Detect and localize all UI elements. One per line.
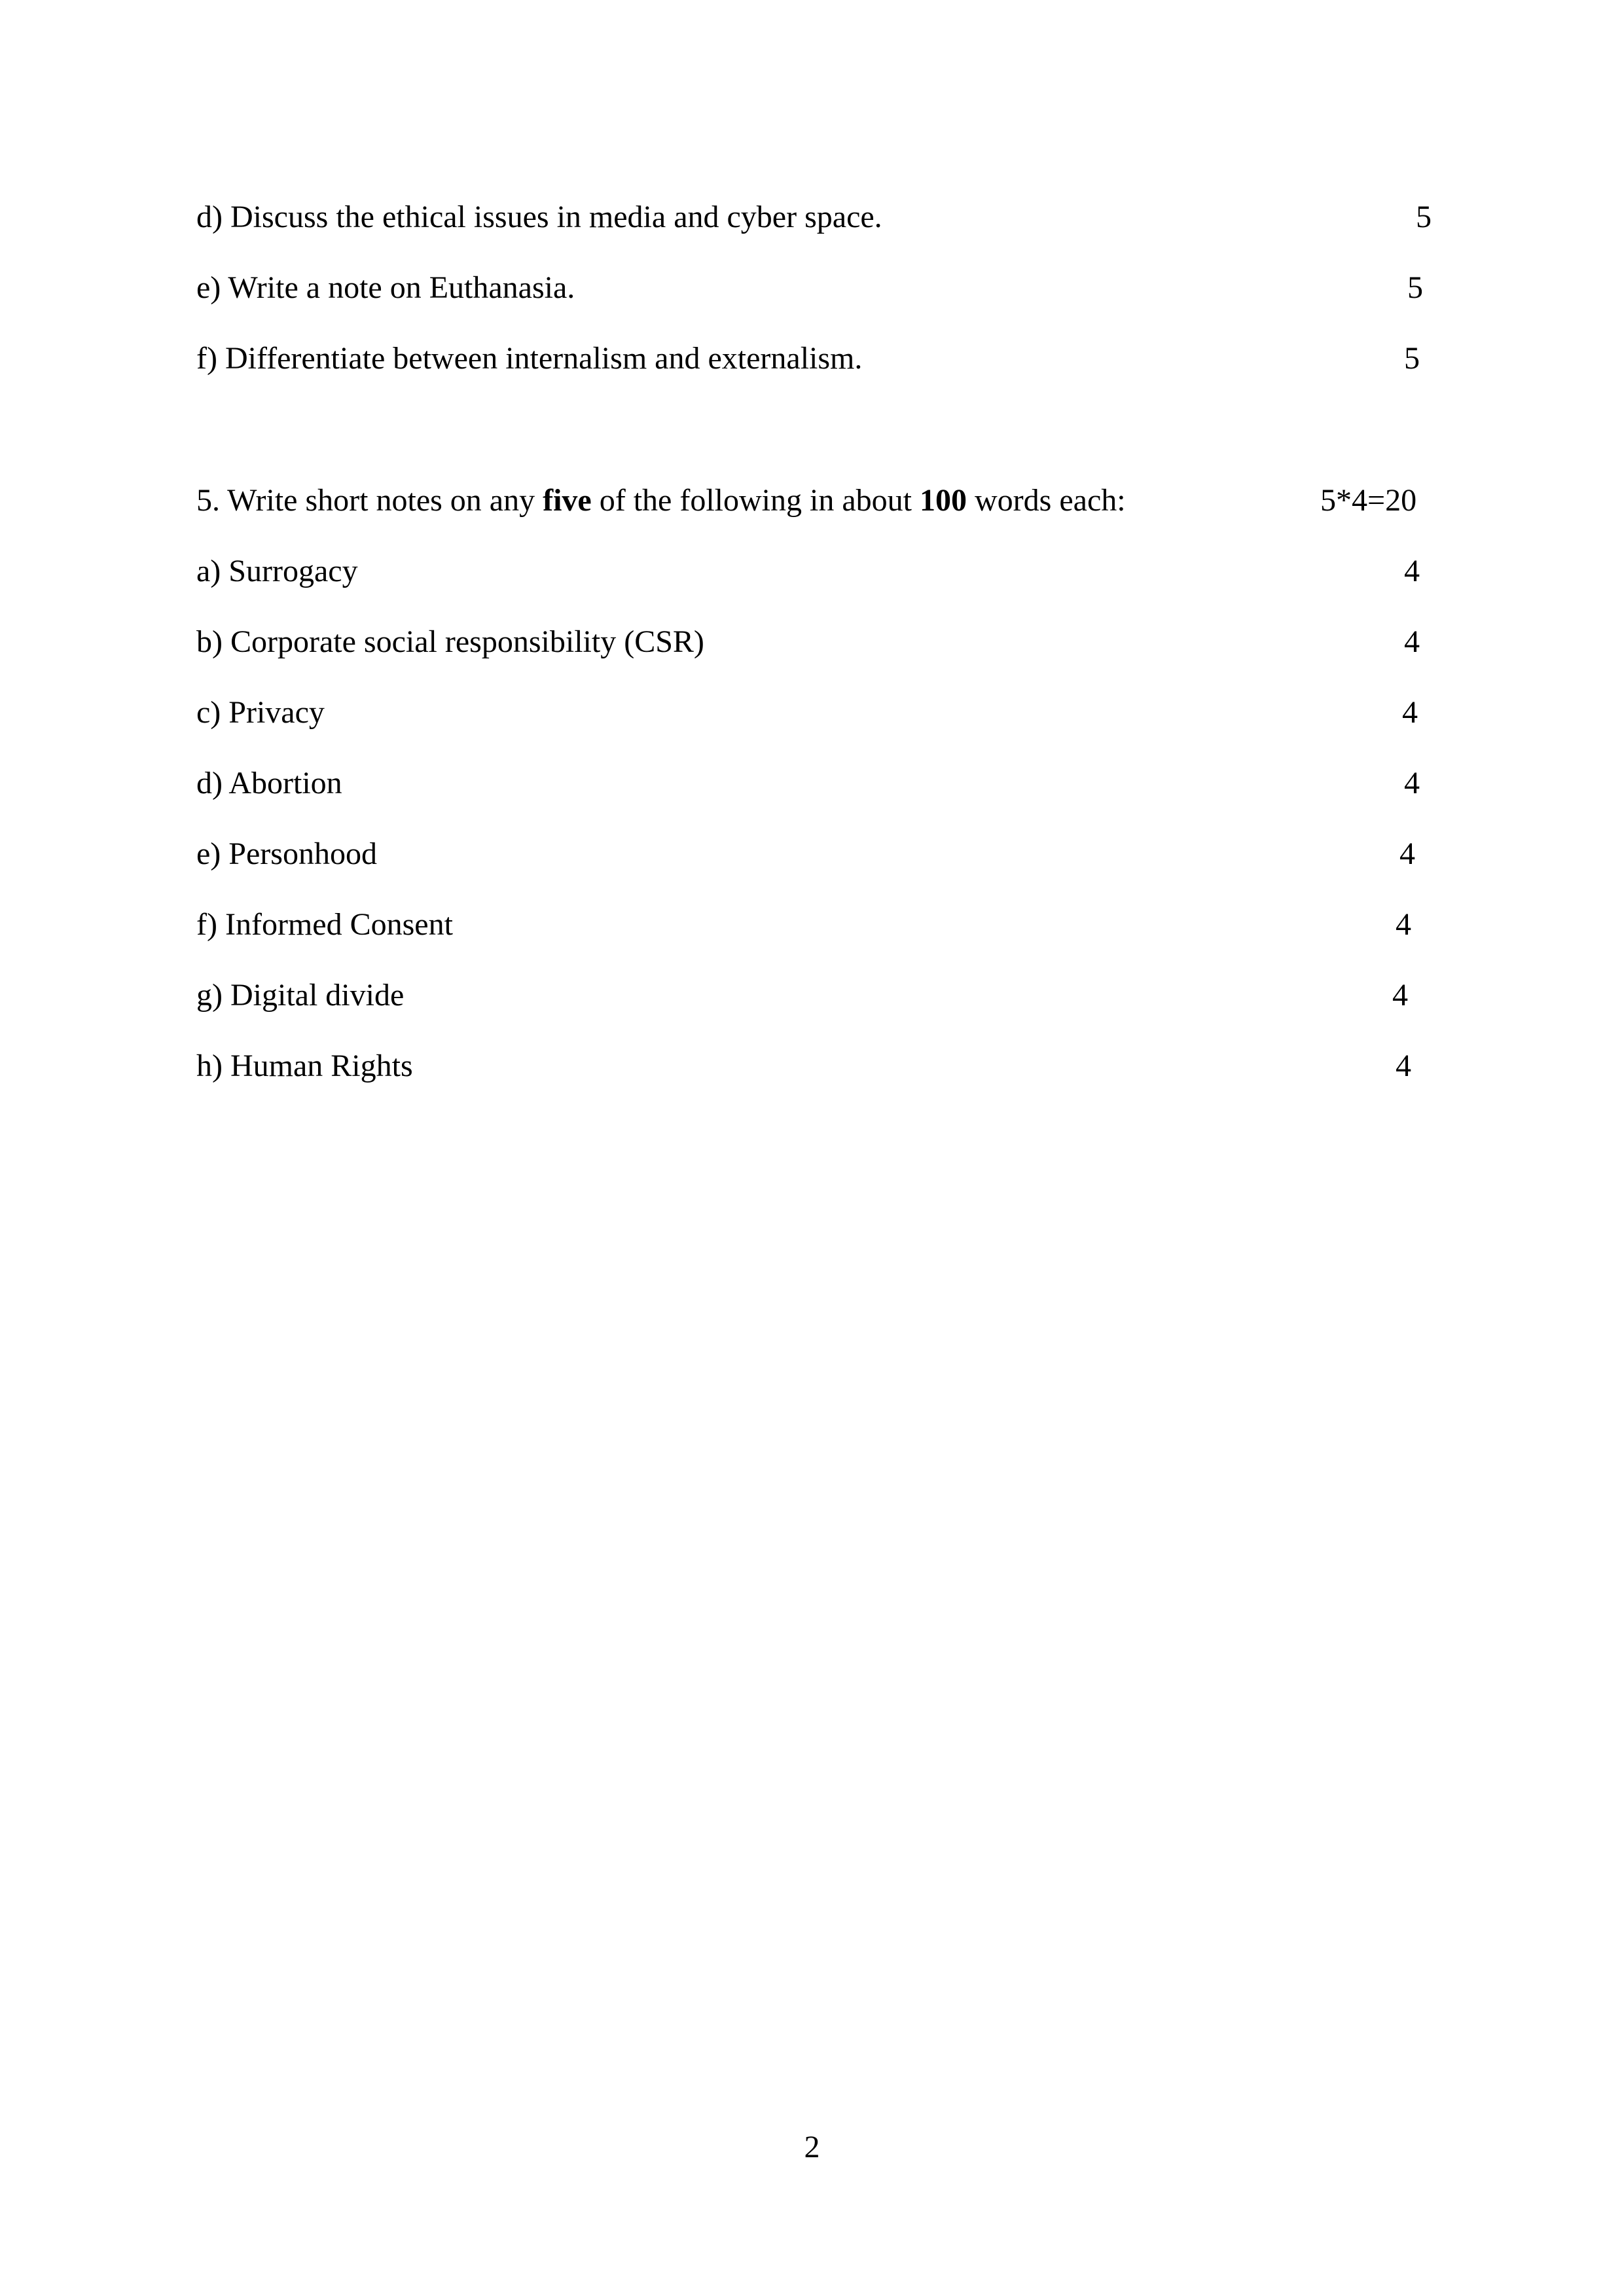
- question-text: e) Write a note on Euthanasia.: [196, 270, 575, 305]
- question-item: [0, 194, 1624, 240]
- marks-value: 4: [1392, 978, 1408, 1013]
- question-text: c) Privacy: [196, 695, 325, 730]
- question-item: [0, 265, 1624, 311]
- marks-value: 4: [1396, 907, 1411, 942]
- question-item: [0, 1043, 1624, 1089]
- emphasis-five: five: [543, 483, 592, 518]
- question-item: [0, 761, 1624, 806]
- question-item: [0, 619, 1624, 665]
- question-item: [0, 973, 1624, 1018]
- page-number: 2: [804, 2130, 820, 2164]
- marks-value: 5: [1416, 200, 1432, 234]
- question-text: d) Abortion: [196, 766, 342, 800]
- question-text: f) Informed Consent: [196, 907, 453, 942]
- question-item: [0, 336, 1624, 382]
- emphasis-word-count: 100: [920, 483, 967, 518]
- question-5-heading: [0, 478, 1624, 524]
- marks-value: 5: [1404, 341, 1420, 376]
- total-marks: 5*4=20: [1320, 483, 1417, 518]
- question-text: e) Personhood: [196, 836, 377, 871]
- marks-value: 4: [1399, 836, 1415, 871]
- question-5-text: 5. Write short notes on any five of the following in about 100 words each:: [196, 483, 1126, 518]
- question-item: [0, 902, 1624, 948]
- question-text: h) Human Rights: [196, 1049, 413, 1083]
- question-text: g) Digital divide: [196, 978, 405, 1013]
- marks-value: 4: [1404, 554, 1420, 588]
- question-text: b) Corporate social responsibility (CSR): [196, 624, 704, 659]
- question-text: a) Surrogacy: [196, 554, 358, 588]
- marks-value: 4: [1396, 1049, 1411, 1083]
- question-item: [0, 690, 1624, 736]
- question-text: f) Differentiate between internalism and externalism.: [196, 341, 863, 376]
- question-text: d) Discuss the ethical issues in media and cyber space.: [196, 200, 882, 234]
- question-item: [0, 831, 1624, 877]
- question-item: [0, 548, 1624, 594]
- marks-value: 4: [1402, 695, 1418, 730]
- marks-value: 4: [1404, 766, 1420, 800]
- marks-value: 5: [1407, 270, 1423, 305]
- marks-value: 4: [1404, 624, 1420, 659]
